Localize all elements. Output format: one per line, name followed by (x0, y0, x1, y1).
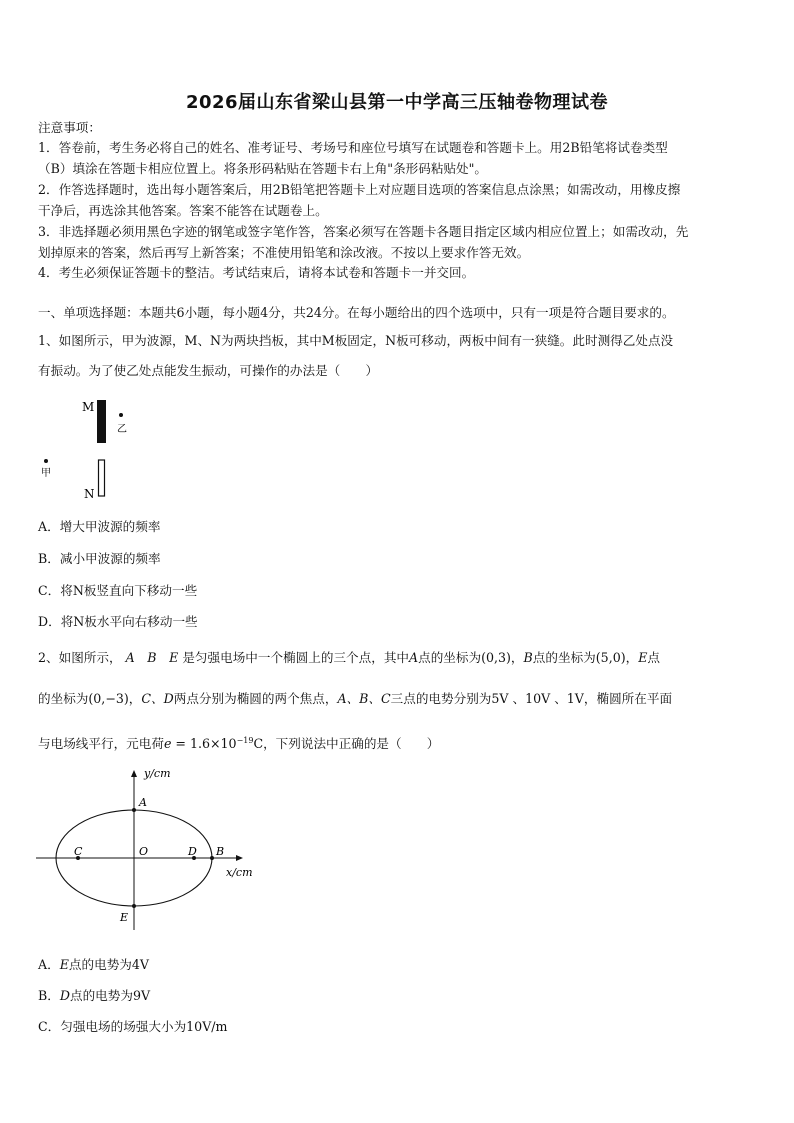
y-axis-label: y/cm (144, 767, 171, 780)
text: 点 (647, 650, 661, 665)
option-b: B．减小甲波源的频率 (38, 551, 161, 566)
notice-line: 2．作答选择题时，选出每小题答案后，用2B铅笔把答题卡上对应题目选项的答案信息点涂黑；如需改动，用橡皮擦 (38, 182, 681, 197)
math: D (59, 988, 70, 1003)
question-2-figure (36, 764, 266, 932)
section-heading: 一、单项选择题：本题共6小题，每小题4分，共24分。在每小题给出的四个选项中，只有一项是符合题目要求的。 (38, 305, 675, 320)
option-b (38, 987, 150, 1005)
math: C、D (141, 691, 174, 706)
math: B (523, 650, 533, 665)
x-axis-label: x/cm (226, 866, 253, 879)
point-e (132, 904, 136, 908)
math: A B E (125, 650, 179, 665)
plate-m (97, 400, 106, 443)
option-c: C．将N板竖直向下移动一些 (38, 583, 198, 598)
point-yi (119, 413, 123, 417)
label-d: D (188, 845, 197, 858)
notice-heading: 注意事项： (38, 120, 101, 135)
exponent: −19 (236, 736, 254, 745)
option-d: D．将N板水平向右移动一些 (38, 614, 198, 629)
option-a (38, 956, 149, 974)
plate-n (99, 460, 105, 496)
question-1-line: 有振动。为了使乙处点能发生振动，可操作的办法是（ ） (38, 363, 379, 378)
label-yi: 乙 (117, 424, 127, 435)
label-o: O (139, 845, 149, 858)
notice-line: 干净后，再选涂其他答案。答案不能答在试题卷上。 (38, 203, 328, 218)
question-2-line (38, 732, 760, 753)
text: 2、如图所示， (38, 650, 122, 665)
option-letter: C． (38, 1019, 61, 1034)
math: A、B、C (337, 691, 391, 706)
question-2-line (38, 649, 760, 667)
option-c (38, 1018, 227, 1036)
notice-line: 划掉原来的答案，然后再写上新答案；不准使用铅笔和涂改液。不按以上要求作答无效。 (38, 245, 530, 260)
text: 两点分别为椭圆的两个焦点， (173, 691, 338, 706)
notice-line: 4．考生必须保证答题卡的整洁。考试结束后，请将本试卷和答题卡一并交回。 (38, 265, 475, 280)
label-jia: 甲 (41, 468, 51, 479)
text: 点的坐标为(5,0)， (532, 650, 639, 665)
question-1-figure (30, 392, 150, 504)
option-a: A．增大甲波源的频率 (38, 519, 161, 534)
text: 点的坐标为(0,3)， (418, 650, 524, 665)
label-b: B (216, 845, 225, 858)
text: 是匀强电场中一个椭圆上的三个点，其中 (182, 650, 409, 665)
page-title: 2026届山东省梁山县第一中学高三压轴卷物理试卷 (185, 92, 609, 113)
text: 的坐标为(0,−3)， (38, 691, 142, 706)
notice-line: （B）填涂在答题卡相应位置上。将条形码粘贴在答题卡右上角"条形码粘贴处"。 (38, 161, 488, 176)
math: E (59, 957, 69, 972)
label-c: C (74, 845, 83, 858)
question-1-line: 1、如图所示，甲为波源，M、N为两块挡板，其中M板固定，N板可移动，两板中间有一狭缝。此时测得乙处点没 (38, 333, 674, 348)
text: C，下列说法中正确的是（ ） (253, 736, 440, 752)
notice-line: 1．答卷前，考生务必将自己的姓名、准考证号、考场号和座位号填写在试题卷和答题卡上。用2B铅笔将试卷类型 (38, 140, 668, 155)
question-2-line (38, 690, 760, 708)
x-axis-arrow (236, 855, 243, 861)
label-m: M (82, 400, 95, 414)
label-a: A (139, 796, 147, 809)
text: 三点的电势分别为5V 、10V 、1V，椭圆所在平面 (390, 691, 673, 706)
text: 与电场线平行，元电荷 (38, 736, 164, 752)
math: e (163, 736, 172, 752)
y-axis-arrow (131, 770, 137, 777)
option-text: 匀强电场的场强大小为10V/m (60, 1019, 228, 1034)
notice-line: 3．非选择题必须用黑色字迹的钢笔或签字笔作答，答案必须写在答题卡各题目指定区域内相应位置上；如需改动，先 (38, 224, 689, 239)
point-b (210, 856, 214, 860)
option-text: 点的电势为4V (68, 957, 149, 972)
math: E (638, 650, 648, 665)
text: = 1.6×10 (171, 736, 237, 752)
option-letter: A． (38, 957, 60, 972)
point-jia (44, 459, 48, 463)
math: A (409, 650, 419, 665)
label-e: E (120, 911, 129, 924)
option-text: 点的电势为9V (69, 988, 151, 1003)
label-n: N (84, 487, 95, 501)
point-a (132, 808, 136, 812)
option-letter: B． (38, 988, 60, 1003)
